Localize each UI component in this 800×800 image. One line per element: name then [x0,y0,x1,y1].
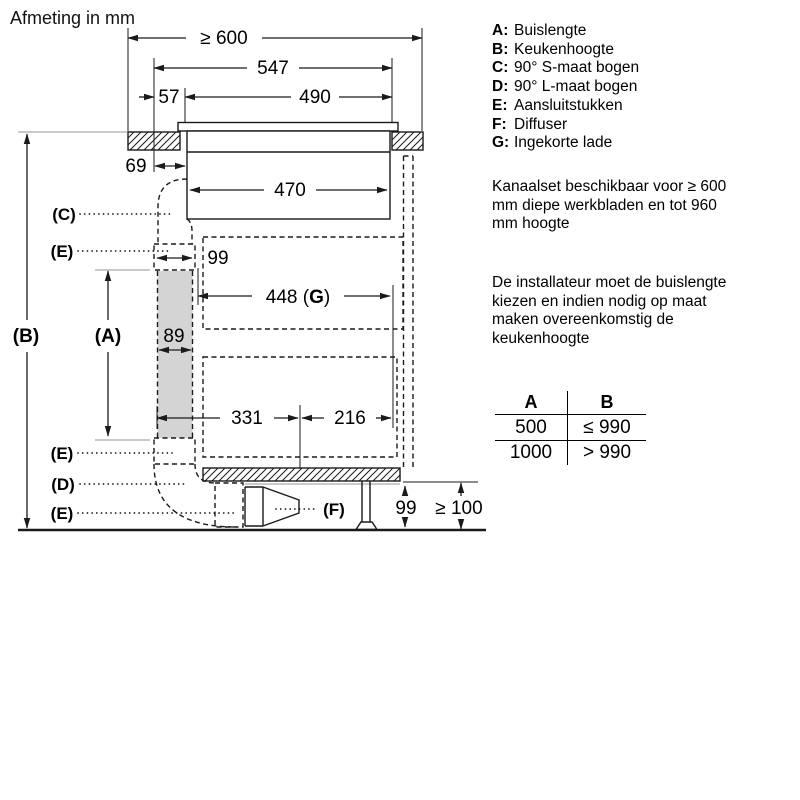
dimensions [13,28,483,529]
s-bend-outer [158,179,187,244]
table-row: 1000 > 990 [495,441,646,465]
dim-right-span: 216 [334,408,366,429]
duct-pipe [158,271,193,438]
label-connector-2: (E) [50,444,74,463]
label-buislengte: (A) [94,326,122,347]
worktop-left [128,132,180,150]
table-header-a: A [495,391,568,414]
diffuser-shape [245,487,299,526]
hob-glass-top [178,123,398,132]
table-header-row [495,391,646,415]
connector-plinth [215,483,243,527]
parts-legend [492,22,639,153]
dim-connector-top: 99 [207,248,229,269]
note-kanaalset: Kanaalset beschikbaar voor ≥ 600 mm diepe werkbladen en tot 960 mm hoogte [492,178,727,233]
dim-cutout-width: 490 [299,87,331,108]
dim-duct-width: 89 [163,326,185,347]
dim-top-width: 547 [257,58,289,79]
dim-plinth-duct-height: 99 [395,498,417,519]
legend-item: D: 90° L-maat bogen [492,78,638,96]
legend-item: B: Keukenhoogte [492,40,614,58]
dim-drawer-length: 448 (G) [265,287,331,308]
note-installateur: De installateur moet de buislengte kiezen en indien nodig op maat maken overeenkomstig de keukenhoogte [492,274,727,348]
legend-item: A: Buislengte [492,22,587,39]
worktop-and-hob [128,123,423,220]
dim-left-span: 331 [231,408,263,429]
connector-top [154,244,195,270]
label-connector-3: (E) [50,504,74,523]
worktop-right [392,132,423,150]
dim-plinth-clearance: ≥ 100 [435,498,483,519]
label-l-bend: (D) [51,475,75,494]
dim-left-offset: 57 [158,87,180,108]
legend-item: G: Ingekorte lade [492,134,613,152]
legend-item: F: Diffuser [492,115,568,133]
s-bend-inner [187,219,192,244]
dim-rear-gap: 69 [125,156,147,177]
hob-body [187,131,390,219]
legend-item: C: 90° S-maat bogen [492,59,640,77]
cabinet-leg [356,481,377,530]
label-connector-1: (E) [50,242,74,261]
cabinet-shelf [203,468,400,481]
drawer-upper [203,237,403,329]
tube-length-table [495,391,646,465]
label-s-bend: (C) [52,205,76,224]
label-diffuser: (F) [323,500,345,519]
table-header-b: B [600,392,614,412]
label-keukenhoogte: (B) [12,326,40,347]
dim-worktop-depth: ≥ 600 [200,28,248,49]
legend-item: E: Aansluitstukken [492,96,623,114]
installation-diagram [0,0,500,560]
table-row: 500 ≤ 990 [495,415,646,441]
connector-bottom [154,438,195,464]
page-title: Afmeting in mm [10,8,136,28]
dim-body-width: 470 [274,180,306,201]
